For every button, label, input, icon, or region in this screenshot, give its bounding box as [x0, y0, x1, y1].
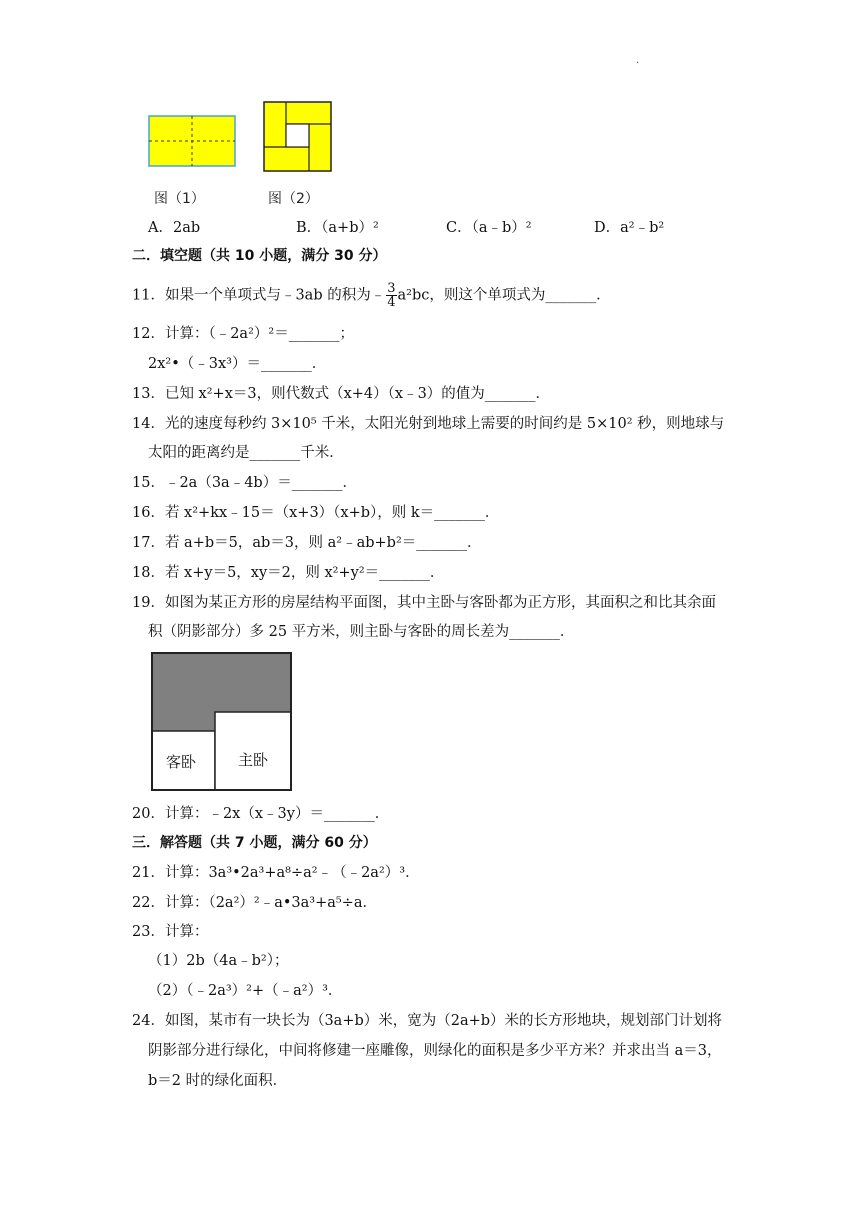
- question-13: 13．已知 x²+x＝3，则代数式（x+4）（x﹣3）的值为_______．: [132, 386, 551, 402]
- page-mark: ·: [636, 58, 640, 69]
- figure-1-caption: 图（1）: [154, 191, 205, 207]
- question-24-line-3: b＝2 时的绿化面积．: [148, 1073, 288, 1089]
- option-a: A．2ab: [148, 220, 201, 236]
- question-23-part-1: （1）2b（4a﹣b²）；: [148, 953, 289, 969]
- question-14-line-1: 14．光的速度每秒约 3×10⁵ 千米，太阳光射到地球上需要的时间约是 5×10² 秒，则地球与: [132, 416, 725, 432]
- question-23-title: 23．计算：: [132, 924, 209, 940]
- question-24-line-2: 阴影部分进行绿化，中间将修建一座雕像，则绿化的面积是多少平方米？并求出当 a＝3，: [148, 1043, 722, 1059]
- question-12-line-2: 2x²•（﹣3x³）＝_______．: [148, 356, 327, 372]
- fraction: $\frac{3}{4}$: [387, 281, 396, 310]
- guest-bedroom-label: 客卧: [166, 753, 197, 771]
- section-3-title: 三．解答题（共 7 小题，满分 60 分）: [132, 835, 377, 851]
- section-2-title: 二．填空题（共 10 小题，满分 30 分）: [132, 248, 387, 264]
- question-19-line-1: 19．如图为某正方形的房屋结构平面图，其中主卧与客卧都为正方形，其面积之和比其余面: [132, 595, 716, 611]
- question-24-line-1: 24．如图，某市有一块长为（3a+b）米，宽为（2a+b）米的长方形地块，规划部门计划将: [132, 1013, 723, 1029]
- question-12-line-1: 12．计算：（﹣2a²）²＝_______；: [132, 326, 354, 342]
- question-14-line-2: 太阳的距离约是_______千米．: [148, 445, 344, 461]
- question-23-part-2: （2）（﹣2a³）²+（﹣a²）³．: [148, 983, 343, 999]
- figure-2-caption: 图（2）: [268, 191, 319, 207]
- question-15: 15．﹣2a（3a﹣4b）＝_______．: [132, 475, 357, 491]
- question-18: 18．若 x+y＝5，xy＝2，则 x²+y²＝_______．: [132, 565, 445, 581]
- figure-1-rectangle: [148, 102, 238, 172]
- question-20: 20．计算：﹣2x（x﹣3y）＝_______．: [132, 806, 390, 822]
- option-d: D．a²﹣b²: [594, 220, 665, 236]
- question-17: 17．若 a+b＝5，ab＝3，则 a²﹣ab+b²＝_______．: [132, 535, 482, 551]
- question-19-line-2: 积（阴影部分）多 25 平方米，则主卧与客卧的周长差为_______．: [148, 624, 575, 640]
- option-b: B．（a+b）²: [296, 220, 379, 236]
- question-21: 21．计算：3a³•2a³+a⁸÷a²﹣（﹣2a²）³．: [132, 865, 420, 881]
- question-11: 11．如果一个单项式与﹣3ab 的积为﹣ $\frac{3}{4}$ a²bc，则这个单项式为_______．: [132, 281, 611, 310]
- option-c: C．（a﹣b）²: [446, 220, 532, 236]
- figure-2-square: [262, 100, 334, 174]
- question-16: 16．若 x²+kx﹣15＝（x+3）（x+b），则 k＝_______．: [132, 505, 500, 521]
- master-bedroom-label: 主卧: [238, 751, 269, 769]
- question-22: 22．计算：（2a²）²﹣a•3a³+a⁵÷a．: [132, 895, 377, 911]
